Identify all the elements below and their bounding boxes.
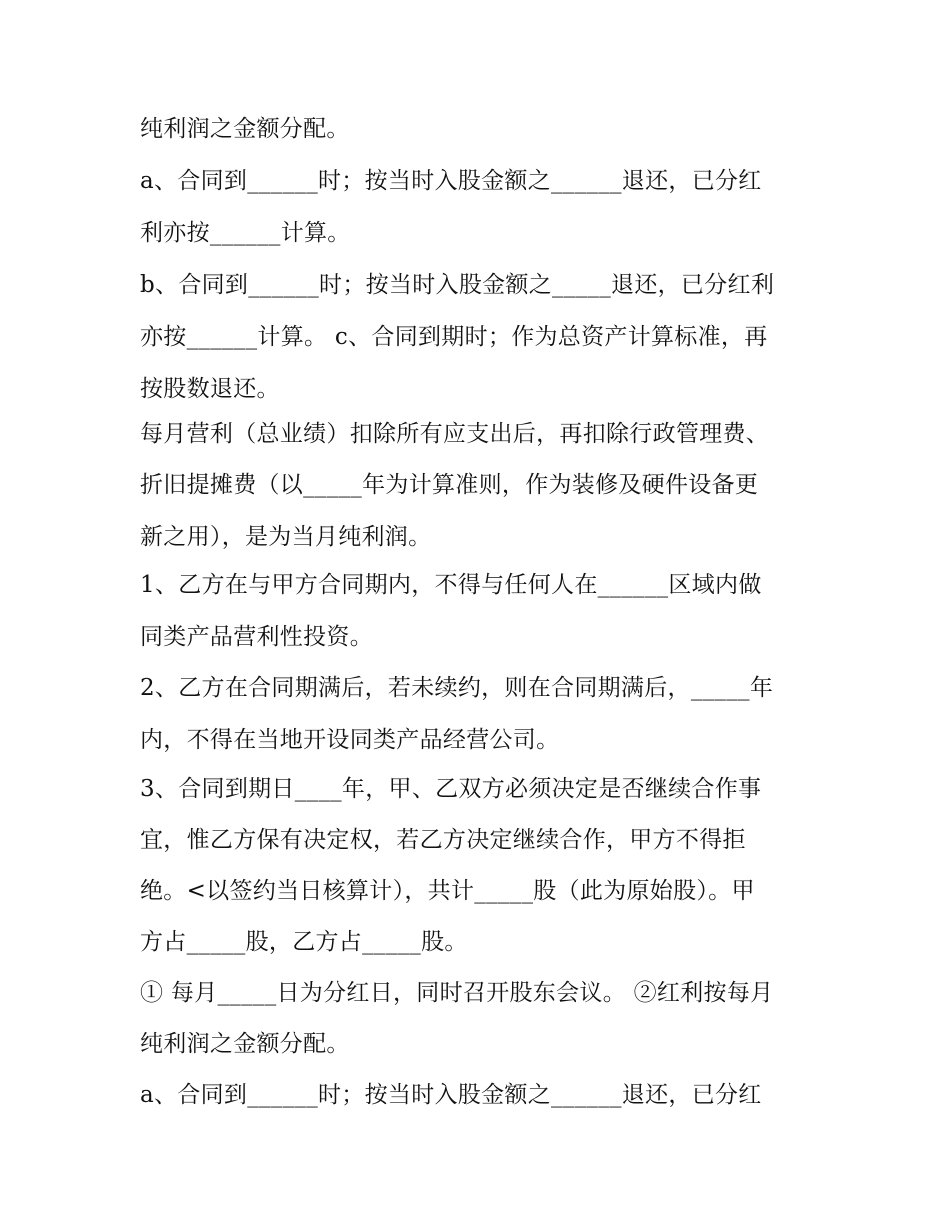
text-line: 纯利润之金额分配。 <box>140 1031 350 1057</box>
text-line: 纯利润之金额分配。 <box>140 116 350 142</box>
text-line: ① 每月_____日为分红日，同时召开股东会议。 ②红利按每月 <box>140 980 774 1006</box>
text-line: 同类产品营利性投资。 <box>140 624 373 650</box>
text-line: 每月营利（总业绩）扣除所有应支出后，再扣除行政管理费、 <box>140 421 770 447</box>
text-line: 折旧提摊费（以_____年为计算准则，作为装修及硬件设备更 <box>140 472 759 498</box>
text-line: 亦按______计算。 c、合同到期时；作为总资产计算标准，再 <box>140 324 768 350</box>
text-line: 新之用），是为当月纯利润。 <box>140 524 432 550</box>
text-line: a、合同到______时；按当时入股金额之______退还，已分红 <box>140 1082 762 1108</box>
text-line: 1、乙方在与甲方合同期内，不得与任何人在______区域内做 <box>140 572 762 598</box>
text-line: 2、乙方在合同期满后，若未续约，则在合同期满后，_____年 <box>140 675 774 701</box>
text-line: a、合同到______时；按当时入股金额之______退还，已分红 <box>140 168 762 194</box>
text-line: 绝。<以签约当日核算计），共计_____股（此为原始股）。甲 <box>140 878 755 904</box>
text-line: 内，不得在当地开设同类产品经营公司。 <box>140 727 560 753</box>
text-line: 方占_____股，乙方占_____股。 <box>140 929 468 955</box>
text-line: b、合同到______时；按当时入股金额之_____退还，已分红利 <box>140 272 775 298</box>
text-line: 按股数退还。 <box>140 376 280 402</box>
text-line: 利亦按______计算。 <box>140 220 351 246</box>
text-line: 宜，惟乙方保有决定权，若乙方决定继续合作，甲方不得拒 <box>140 827 746 853</box>
text-line: 3、合同到期日____年，甲、乙双方必须决定是否继续合作事 <box>140 776 762 802</box>
